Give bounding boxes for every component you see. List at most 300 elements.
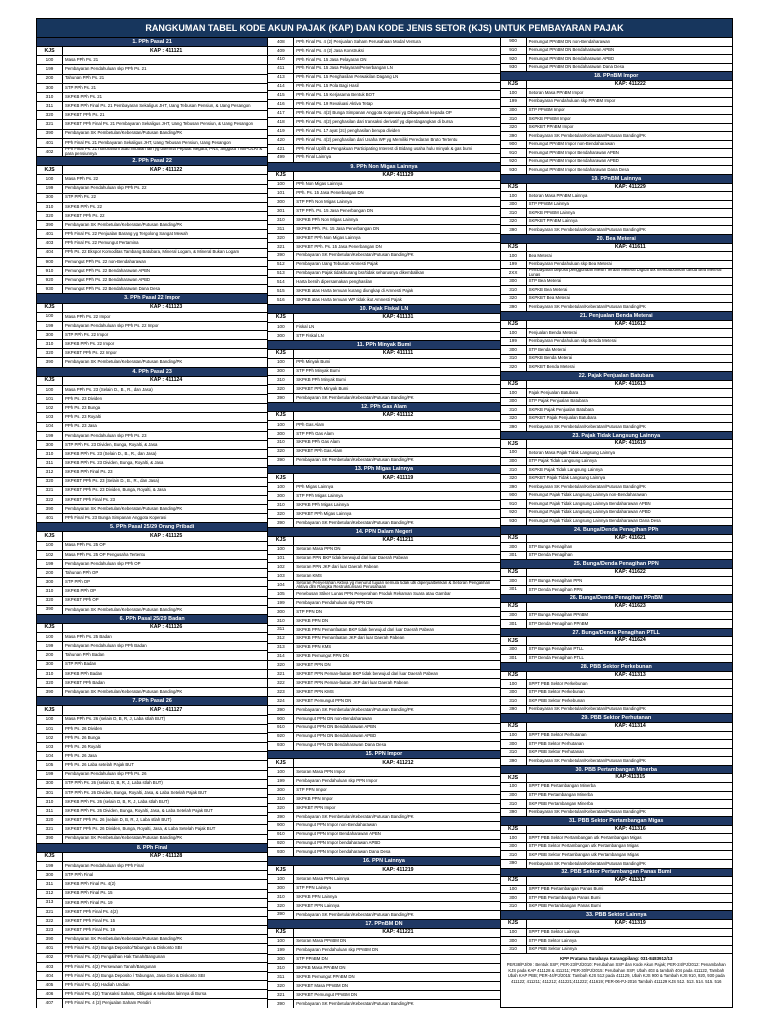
description: PPh Migas Lainnya [296,484,334,490]
kjs-code: 413 [268,74,294,82]
table-row [501,620,732,629]
description: Pemungut Pajak Tidak Langsung Lainnya non-Bendaharawan [528,492,647,498]
description: SKP PBB Pertambangan Minerba [528,800,594,806]
kap-code: KAP : 411124 [150,377,183,384]
description: Masa PPh Ps. 23 (Selain D., B., R., dan Jasa) [65,386,153,392]
description: SKPKBT PPh Minyak Bumi [296,386,349,392]
table-row [501,757,732,766]
table-row [37,944,267,953]
description: Pemungut PPnBM Impor Bendaharawan APBD [528,158,619,164]
description: SKPKBT PPN Lainnya [296,902,340,908]
description: STP Bea Meterai [528,278,562,284]
table-row [268,653,499,662]
kjs-code: 417 [268,109,294,117]
table-row [37,203,267,212]
kjs-code: 910 [268,724,294,732]
kjs-code: 313 [268,644,294,652]
description: PPh Final Ps. 4(2) Bunga Simpanan Anggota Koperasi yg Dibayarkan kepada OP [296,109,452,115]
kjs-code: 199 [37,862,63,870]
kjs-code: 910 [501,500,527,508]
table-row [268,973,499,982]
kjs-code: 321 [37,908,63,916]
description: SKPKBT PPh. Ps. 15 Jasa Penerbangan DN [296,243,382,249]
kap-code: KAP: 411611 [614,243,646,250]
table-row [37,899,267,908]
description: Pemungut PPN Impor bendaharawan Dana Desa [296,849,391,855]
kjs-code: 320 [268,804,294,812]
kap-header-row [501,920,732,929]
description: STP PPN Impor [296,786,327,792]
table-row [37,670,267,679]
kjs-code: 320 [37,111,63,119]
kjs-code: 300 [501,937,527,945]
table-row [268,207,499,216]
kjs-code: 300 [501,612,527,620]
table-row [268,546,499,555]
section-header [501,629,732,638]
kjs-code: 390 [268,252,294,260]
kjs-code: 310 [501,355,527,363]
description: SKPKB Masa PPnBM DN [296,964,346,970]
kjs-code: 930 [268,742,294,750]
description: Pembayaran Pendahuluan skp Benda Meterai [528,338,617,344]
kjs-code: 301 [501,552,527,560]
kjs-code: 300 [501,201,527,209]
kap-code: KAP: 411622 [614,568,646,575]
table-row [268,91,499,100]
description: Setoran Masa Pajak Tidak Langsung Lainnya [528,449,616,455]
kjs-code: 311 [37,807,63,815]
kjs-code: 390 [268,813,294,821]
kjs-code: 310 [501,800,527,808]
kjs-code: 300 [268,608,294,616]
table-row [268,421,499,430]
kjs-code: 103 [37,413,63,421]
kap-code: KAP: 411313 [614,671,646,678]
regulation-notes: PER38/PJ/09 : Bentuk SSP; PER-23/PJ/2010: Perubahan SSP dan Kode Akun Pajak; PER-24/PJ/2012: Penambahan KJS pada KAP 411128 & 411211; PER-30/PJ/2015: Perubahan SSP, Ubah 403 & tambah 404 pada 411122, Tambah Ubah KAP PBB; PER-44/PJ/2015: Tambah KJS 512 pada 411129, Ubah KJS 900 & Tambah KJS 910, 920, 930 pada 411122; 411211; 411212; 411221;411222; 411619; PER-06-PJ-2016 Tambah 411129 KJS 512. 513. 514. 515. 516 [506,962,726,985]
kjs-code: 100 [37,633,63,641]
kjs-code: 310 [501,697,527,705]
description: STP PPh Ps. 21 [65,84,96,90]
description: STP PPh Gas Alam [296,430,334,436]
description: STP PPh Migas Lainnya [296,492,343,498]
section-header [501,714,732,723]
table-row [37,560,267,569]
description: PPh Non Migas Lainnya [296,181,343,187]
kjs-code: 300 [37,84,63,92]
kjs-code: 199 [268,599,294,607]
kap-code: KAP: 411119 [382,474,414,481]
table-row [501,132,732,141]
description: STP Pajak Penjualan Batubara [528,398,588,404]
description: SKPKBT PPh Final Ps. 15 [65,917,116,923]
description: Pembayaran SK Pembetulan/Keberatan/Putusan Banding/PK [65,505,183,511]
kjs-code: 101 [37,395,63,403]
description: STP Pajak Tidak Langsung Lainnya [528,458,597,464]
kjs-label: KJS [501,381,527,389]
kap-code: KAP: 411111 [382,349,414,356]
description: STP PBB Sektor Perkebunan [528,689,585,695]
description: STP Bunga Penagihan PPN [528,577,583,583]
table-row [37,111,267,120]
kjs-code: 300 [501,646,527,654]
kjs-code: 100 [501,192,527,200]
description: PPh Final Ps. 15 Jasa Pelayaran/Penerbangan LN [296,65,393,71]
description: STP Denda Penagihan PTLL [528,655,584,661]
description: Pembayaran SK Pembetulan/Keberatan/Putusan Banding/PK [296,394,414,400]
table-row [37,120,267,129]
table-row [37,258,267,267]
table-row [268,261,499,270]
description: STP PPh Badan [65,661,97,667]
section-title: 17. PPnBM DN [365,920,403,927]
kjs-code: 410 [268,56,294,64]
kjs-code: 100 [268,875,294,883]
table-row [268,599,499,608]
kap-code: KAP : 411127 [150,706,183,713]
kap-code: KAP: 411112 [382,412,414,419]
description: SKPKBT Pemungut PPnBM DN [296,991,358,997]
description: PPh Final Ps. 4 (2) Jasa Konstruksi [296,47,364,53]
description: STP PPh. Ps. 15 Jasa Penerbangan DN [296,207,374,213]
kjs-code: 910 [37,267,63,275]
table-row [268,198,499,207]
kjs-code: 100 [37,716,63,724]
description: Pembayaran Pendahuluan skp PPh Ps. 22 Impor [65,322,159,328]
description: Pembayaran SK Pembetulan/Keberatan/Putusan Banding/PK [296,519,414,525]
kjs-code: 499 [268,154,294,162]
kjs-code: 300 [501,278,527,286]
kap-code: KAP: 411221 [382,928,414,935]
kjs-code: 390 [501,483,527,491]
table-row [37,102,267,111]
kjs-code: 403 [37,239,63,247]
table-row [501,406,732,415]
kjs-code: 300 [501,894,527,902]
kap-code: KAP: 411219 [382,866,414,873]
description: SKPKB PPh Ps. 23 (Selain D., B., R., dan Jasa) [65,450,157,456]
description: Pemungut Pajak Tidak Langsung Lainnya Bendaharawan APBN [528,500,651,506]
table-row [268,831,499,840]
kap-code: KAP:411315 [615,774,646,781]
kjs-label: KJS [501,774,527,782]
kjs-code: 404 [37,972,63,980]
table-row [501,338,732,347]
section-header [501,911,732,920]
kjs-label: KJS [268,929,294,937]
kap-header-row [501,244,732,253]
section-title: 31. PBB Sektor Pertambangan Migas [569,817,664,824]
kjs-label: KJS [501,920,527,928]
table-row [37,413,267,422]
kjs-code: 514 [268,278,294,286]
kjs-code: 102 [37,551,63,559]
description: Pembayaran Pendahuluan skp PPh Final [65,862,144,868]
kjs-code: 310 [268,501,294,509]
description: SKPKB PPh Badan [65,670,103,676]
table-row [37,999,267,1008]
kjs-label: KJS [37,853,63,861]
description: SKPKB PPh Final Ps. 15 [65,890,113,896]
kap-code: KAP : 411126 [150,624,183,631]
description: SKP PBB Pertambangan Panas Bumi [528,903,601,909]
kjs-code: 390 [501,423,527,431]
kjs-code: 930 [501,518,527,526]
kjs-code: 414 [268,83,294,91]
description: Pembayaran SK Pembetulan/Keberatan/Putusan Banding/PK [528,860,646,866]
kjs-code: 390 [501,226,527,234]
kjs-code: 390 [268,706,294,714]
table-row [268,661,499,670]
table-row [268,786,499,795]
kjs-code: 199 [501,261,527,269]
kjs-code: 910 [268,831,294,839]
description: PPh Ps. 23 Dividen [65,395,103,401]
kap-header-row [501,321,732,330]
kap-code: KAP: 411317 [614,877,646,884]
description: Masa PPh Ps. 25 Badan [65,633,112,639]
kjs-code: 418 [268,118,294,126]
kjs-label: KJS [37,706,63,714]
section-header [37,294,267,303]
kap-header-row [501,381,732,390]
kjs-code: 300 [268,430,294,438]
kap-code: KAP: 411229 [614,183,646,190]
description: PPh Final Ps. 22 Penjualan Barang yg Tergolong Sangat Mewah [65,231,188,237]
table-row [268,216,499,225]
kjs-code: 322 [268,679,294,687]
kjs-code: 415 [268,91,294,99]
description: SKPKBT PPh Ps. 22 Impor [65,350,117,356]
description: Setoran Masa PPnBM Lainnya [528,192,588,198]
kap-header-row [501,184,732,193]
kjs-code: 515 [268,287,294,295]
table-row [268,243,499,252]
description: PPh Final Ps. 17 ayat (2c) penghasilan berupa dividen [296,127,400,133]
kjs-code: 101 [268,189,294,197]
section-title: 21. Penjualan Benda Meterai [579,312,653,319]
description: SKPKBT PPh OP [65,597,99,603]
description: SKP PBB Sektor Perhutanan [528,749,584,755]
kjs-code: 320 [501,475,527,483]
description: Pembayaran Pendahuluan skp PPN Impor [296,777,378,783]
table-row [501,552,732,561]
kjs-label: KJS [501,877,527,885]
column-3 [501,38,733,1008]
kap-header-row [501,877,732,886]
table-row [37,267,267,276]
description: PPh Final Lainnya [296,154,332,160]
kap-code: KAP: 411212 [382,759,414,766]
kjs-label: KJS [501,723,527,731]
description: Pembayaran SK Pembetulan/Keberatan/Putusan Banding/PK [528,809,646,815]
kjs-code: 314 [268,653,294,661]
description: SKPKBT PPh Ps. 26 Dividen, Bunga, Royalti, Jasa, & Laba Setelah Pajak BUT [65,826,216,832]
description: PPh Ps. 23 Royalti [65,414,101,420]
description: Pembayaran Pendahuluan skp Bea Meterai [528,261,612,267]
kjs-code: 900 [501,38,527,46]
table-row [501,124,732,133]
description: Tahunan PPh Ps. 21 [65,75,105,81]
table-row [37,587,267,596]
kap-header-row [268,537,499,546]
kjs-code: 930 [501,166,527,174]
description: STP PPN Lainnya [296,884,331,890]
table-row [501,586,732,595]
table-row [268,724,499,733]
description: SKPKB atas Harta temuan WP tidak ikut Amnesti Pajak [296,296,402,302]
kap-code: KAP: 411131 [382,314,414,321]
table-row [268,822,499,831]
kjs-code: 390 [37,130,63,138]
kjs-code: 390 [501,757,527,765]
section-header [268,857,499,866]
kap-header-row [268,412,499,421]
table-row [268,385,499,394]
table-row [268,296,499,305]
kjs-code: 390 [268,394,294,402]
table-row [268,991,499,1000]
description: Pemungut PPN DN non-Bendaharawan [296,715,373,721]
description: SKPKBT PPh Final Ps. 23 [65,496,116,502]
table-row [268,697,499,706]
description: Pemungut Pajak Tidak Langsung Lainnya Bendaharawan Dana Desa [528,518,661,524]
description: Pemungut PPnBM DN Bendaharawan Dana Desa [528,64,625,70]
kjs-label: KJS [268,474,294,482]
description: Masa PPh Ps. 21 [65,57,99,63]
table-row [501,192,732,201]
kjs-code: 320 [268,902,294,910]
table-row [37,139,267,148]
section-header [501,312,732,321]
table-row [37,789,267,798]
table-row [268,733,499,742]
table-row [268,938,499,947]
kap-header-row [37,304,267,313]
kjs-code: 300 [268,955,294,963]
section-header [501,526,732,535]
description: SKPKB PPN DN [296,617,329,623]
description: Setoran PPN JKP dari luar Daerah Pabean [296,564,379,570]
table-row [268,840,499,849]
description: Pemungut PPN DN Bendaharawan APBD [296,733,377,739]
section-title: 29. PBB Sektor Perhutanan [581,715,652,722]
table-row [501,483,732,492]
kjs-code: 310 [501,903,527,911]
description: Pemungut PPN Impor bendaharawan APBD [296,840,381,846]
kjs-code: 311 [37,459,63,467]
kap-header-row [268,350,499,359]
table-row [501,937,732,946]
description: Setoran KMS [296,573,322,579]
kjs-code: 310 [501,406,527,414]
kjs-code: 199 [501,338,527,346]
section-title: 19. PPnBM Lainnya [591,175,642,182]
table-row [501,800,732,809]
kjs-code: 200 [37,75,63,83]
kjs-code: 100 [501,732,527,740]
table-row [501,749,732,758]
description: STP PPh Ps. 23 Dividen, Bunga, Royalti, & Jasa [65,441,158,447]
description: Tahunan PPh Badan [65,652,105,658]
section-title: 30. PBB Pertambangan Minerba [575,766,657,773]
kjs-label: KJS [268,759,294,767]
table-row [37,331,267,340]
table-row [37,496,267,505]
table-row [268,83,499,92]
table-row [268,679,499,688]
description: STP PBB Pertambangan Panas Bumi [528,894,601,900]
description: PPh Final Ps. 4(2) Transaksi Saham, Obligasi & sekuritas lainnya di Bursa [65,991,207,997]
table-row [268,715,499,724]
section-title: 26. Bunga/Denda Penagihan PPnBM [569,595,663,602]
kjs-code: 199 [37,185,63,193]
kjs-code: 320 [37,679,63,687]
kjs-code: 420 [268,136,294,144]
description: SKPKB PPh Gas Alam [296,439,340,445]
table-row [37,542,267,551]
section-header [501,817,732,826]
kap-header-row [268,474,499,483]
description: Pembayaran SK Pembetulan/Keberatan/Putusan Banding/PK [528,226,646,232]
table-row [37,313,267,322]
table-row [268,56,499,65]
kjs-code: 320 [501,124,527,132]
table-row [37,890,267,899]
kjs-code: 102 [37,404,63,412]
description: Pembayaran Pendahuluan skp PPnBM Impor [528,98,616,104]
description: STP PBB Sektor Lainnya [528,937,577,943]
description: SKPKBT PPh Ps. 21 [65,112,105,118]
kjs-code: 300 [37,871,63,879]
kjs-label: KJS [501,244,527,252]
description: SKPKB PPN KMS [296,644,332,650]
kjs-code: 300 [37,578,63,586]
description: SKPKB PPh OP [65,588,97,594]
description: SKPKBT PPnBM Impor [528,124,574,130]
section-title: 1. PPh Pasal 21 [132,39,172,46]
description: PPh Final Uplift & Pengakuan Participating Interest di Bidang usaha hulu minyak & gas bumi [296,145,473,151]
table-row [501,894,732,903]
section-title: 28. PBB Sektor Perkebunan [580,663,652,670]
description: Pemungut PPnBM DN Bendaharawan APBN [528,47,615,53]
kjs-code: 100 [501,834,527,842]
description: Masa PPh Ps. 22 [65,176,99,182]
kjs-code: 321 [268,243,294,251]
kjs-label: KJS [37,532,63,540]
kjs-code: 300 [501,577,527,585]
section-title: 33. PBB Sektor Lainnya [585,912,647,919]
description: PPh Ps. 23 Bunga [65,405,101,411]
description: SKPKBT PPN Peman-faatan JKP dari luar Daerah Pabean [296,679,409,685]
kjs-label: KJS [37,47,63,55]
table-row [268,688,499,697]
kap-header-row [501,826,732,835]
description: Pembayaran Pendahuluan skp PPh Badan [65,643,147,649]
description: SKPKBT PPh Ps. 23 (Selain D., B., R., dan Jasa) [65,478,160,484]
kjs-code: 311 [268,626,294,634]
description: Bea Meterai [528,252,552,258]
kap-header-row [268,866,499,875]
table-row [37,75,267,84]
table-row [501,158,732,167]
kjs-code: 105 [37,761,63,769]
kjs-code: 311 [37,880,63,888]
section-title: 15. PPN Impor [365,751,403,758]
description: STP PPN DN [296,608,323,614]
table-row [268,252,499,261]
description: STP Denda Penagihan PPN [528,586,583,592]
